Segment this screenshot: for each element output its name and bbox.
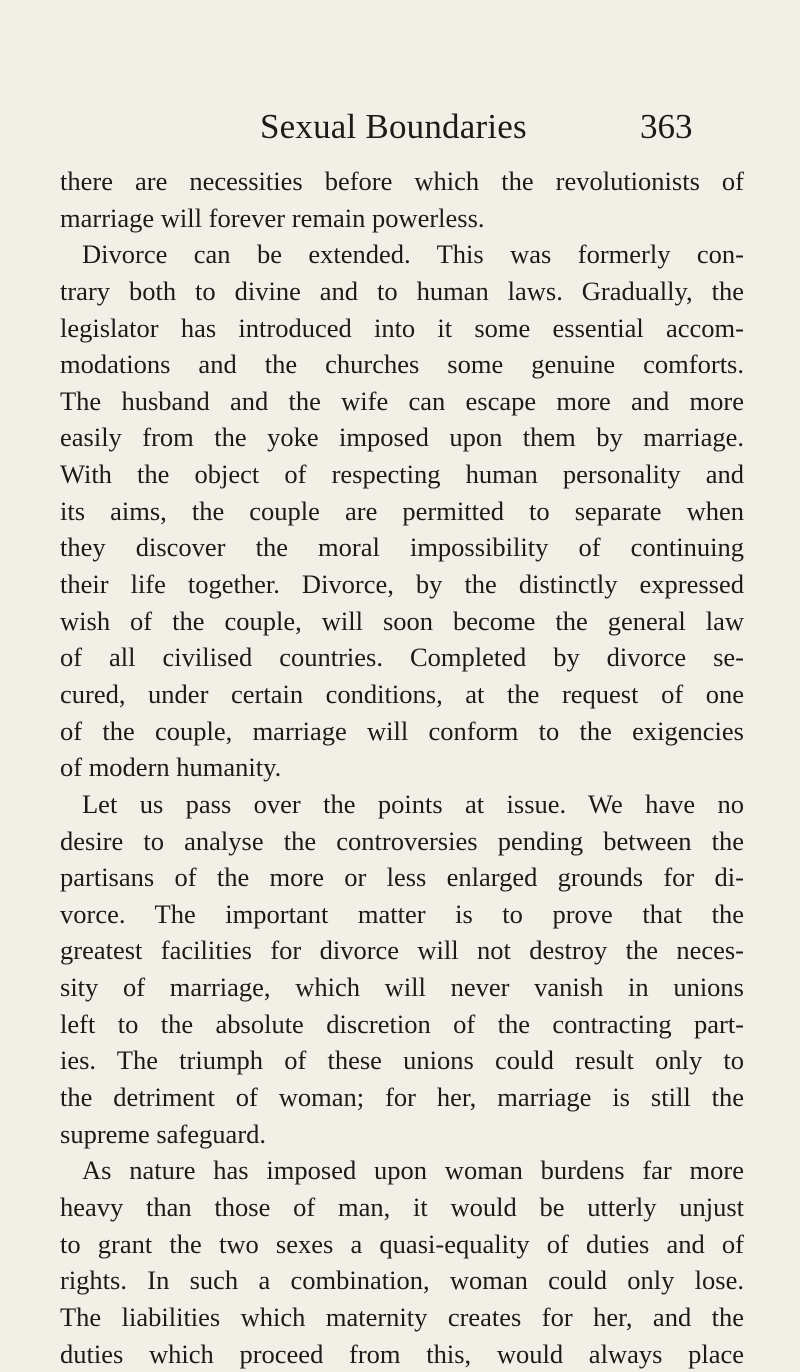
running-head-title: Sexual Boundaries xyxy=(260,104,560,150)
text-line: heavy than those of man, it would be utterly unjust xyxy=(60,1189,744,1226)
text-line: greatest facilities for divorce will not destroy the neces- xyxy=(60,932,744,969)
text-line: they discover the moral impossibility of continuing xyxy=(60,529,744,566)
text-line: trary both to divine and to human laws. Gradually, the xyxy=(60,273,744,310)
text-line: sity of marriage, which will never vanish in unions xyxy=(60,969,744,1006)
text-line: its aims, the couple are permitted to separate when xyxy=(60,493,744,530)
text-line: desire to analyse the controversies pending between the xyxy=(60,823,744,860)
text-line: ies. The triumph of these unions could result only to xyxy=(60,1042,744,1079)
text-line: of all civilised countries. Completed by divorce se- xyxy=(60,639,744,676)
text-line: to grant the two sexes a quasi-equality of duties and of xyxy=(60,1226,744,1263)
text-line: of modern humanity. xyxy=(60,749,744,786)
text-line: vorce. The important matter is to prove that the xyxy=(60,896,744,933)
text-line: The liabilities which maternity creates for her, and the xyxy=(60,1299,744,1336)
text-line: partisans of the more or less enlarged grounds for di- xyxy=(60,859,744,896)
text-line: The husband and the wife can escape more and more xyxy=(60,383,744,420)
text-line: the detriment of woman; for her, marriage is still the xyxy=(60,1079,744,1116)
text-line: modations and the churches some genuine comforts. xyxy=(60,346,744,383)
text-line: easily from the yoke imposed upon them by marriage. xyxy=(60,419,744,456)
text-line: legislator has introduced into it some essential accom- xyxy=(60,310,744,347)
text-line: As nature has imposed upon woman burdens far more xyxy=(60,1152,744,1189)
text-line: marriage will forever remain powerless. xyxy=(60,200,744,237)
page-number: 363 xyxy=(640,104,740,150)
text-line: there are necessities before which the revolutionists of xyxy=(60,163,744,200)
text-line: left to the absolute discretion of the contracting part- xyxy=(60,1006,744,1043)
text-line: Divorce can be extended. This was formerly con- xyxy=(60,236,744,273)
body-text xyxy=(60,163,744,1372)
text-line: Let us pass over the points at issue. We have no xyxy=(60,786,744,823)
text-line: rights. In such a combination, woman could only lose. xyxy=(60,1262,744,1299)
text-line: cured, under certain conditions, at the request of one xyxy=(60,676,744,713)
text-line: their life together. Divorce, by the distinctly expressed xyxy=(60,566,744,603)
text-line: wish of the couple, will soon become the general law xyxy=(60,603,744,640)
text-line: of the couple, marriage will conform to the exigencies xyxy=(60,713,744,750)
text-line: With the object of respecting human personality and xyxy=(60,456,744,493)
text-line: duties which proceed from this, would always place xyxy=(60,1336,744,1372)
text-line: supreme safeguard. xyxy=(60,1116,744,1153)
